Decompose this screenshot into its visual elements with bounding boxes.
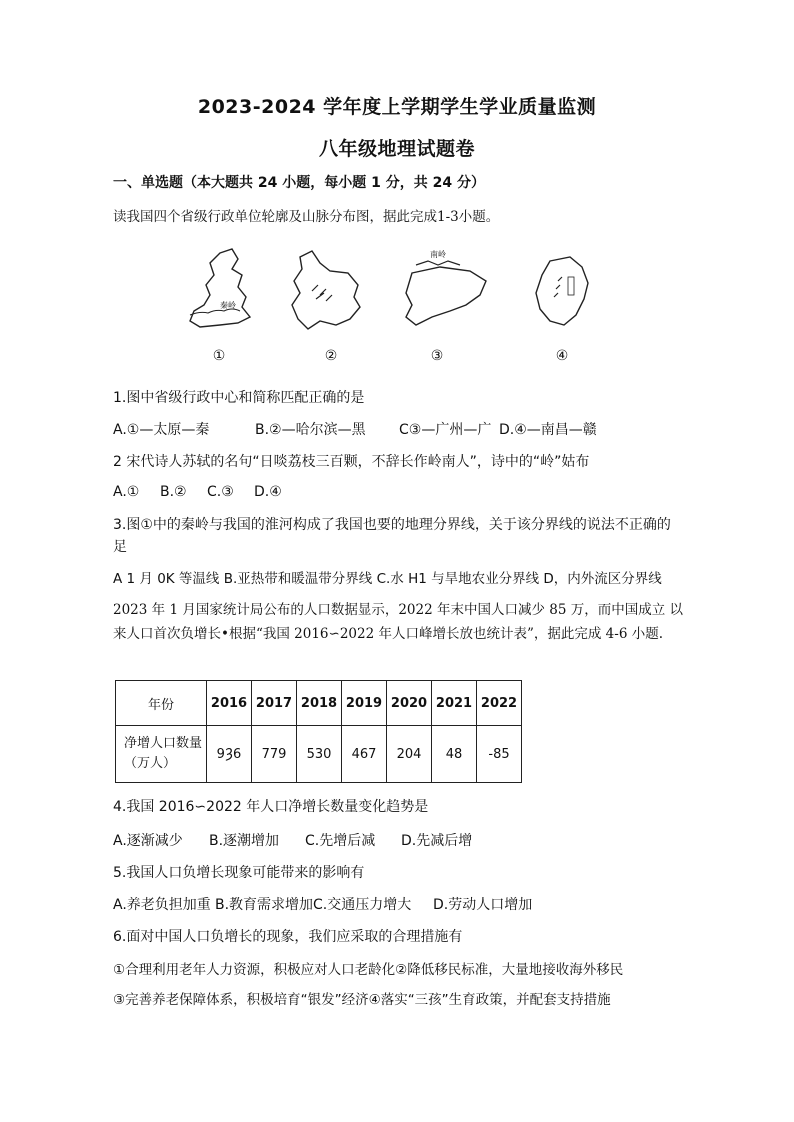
q4-option-d: D.先减后增	[401, 833, 473, 849]
q4-option-b: B.逐潮增加	[209, 833, 280, 849]
q1-options	[113, 419, 597, 439]
table-header-row	[116, 681, 522, 726]
table-value: 9Ȝ6	[207, 726, 252, 783]
province-outlines-figure	[180, 245, 620, 345]
q2-option-b: B.②	[160, 484, 187, 500]
table-value: -85	[477, 726, 522, 783]
q6-statements-2: ③完善养老保障体系，积极培育“银发”经济④落实“三孩”生育政策，并配套支持措施	[113, 992, 611, 1008]
table-year: 2020	[387, 681, 432, 726]
nanling-label: 南岭	[430, 250, 446, 259]
q2-option-c: C.③	[207, 484, 234, 500]
question-6: 6.面对中国人口负增长的现象，我们应采取的合理措施有	[113, 929, 463, 945]
map-label-1: ①	[212, 348, 226, 364]
population-table	[115, 680, 522, 783]
table-header-label: 年份	[116, 681, 207, 726]
table-year: 2019	[342, 681, 387, 726]
table-year: 2017	[252, 681, 297, 726]
q2-option-d: D.④	[254, 484, 282, 500]
q4-6-intro: 2023 年 1 月国家统计局公布的人口数据显示，2022 年末中国人口减少 85 万，而中国成立 以来人口首次负增长•根据“我国 2016∽2022 年人口峰增长放也统计表”，据此完成 4-6 小题.	[113, 602, 684, 642]
table-row-label: 净增人口数量（万人）	[116, 726, 207, 783]
table-value-row	[116, 726, 522, 783]
q2-options	[113, 484, 282, 500]
q4-option-c: C.先增后减	[305, 833, 376, 849]
table-year: 2016	[207, 681, 252, 726]
map-label-3: ③	[430, 348, 444, 364]
q2-option-a: A.①	[113, 484, 140, 500]
exam-title: 2023-2024 学年度上学期学生学业质量监测	[197, 96, 597, 118]
q6-statements-1: ①合理利用老年人力资源，积极应对人口老龄化②降低移民标准，大量地接收海外移民	[113, 962, 624, 978]
q1-option-b: B.②—哈尔滨—黑	[255, 422, 366, 438]
question-1: 1.图中省级行政中心和简称匹配正确的是	[113, 390, 365, 406]
q1-option-a: A.①—太原—秦	[113, 422, 210, 438]
question-2: 2 宋代诗人苏轼的名句“日啖荔枝三百颗，不辞长作岭南人”，诗中的“岭”姑布	[113, 454, 590, 470]
q5-option-c: C.交通压力增大	[313, 897, 412, 913]
q5-option-a: A.养老负担加重	[113, 897, 211, 913]
question-4: 4.我国 2016∽2022 年人口净增长数量变化趋势是	[113, 799, 429, 815]
q1-3-intro: 读我国四个省级行政单位轮廓及山脉分布图，据此完成1-3小题。	[113, 209, 500, 225]
q3-options: A 1 月 0K 等温线 B.亚热带和暖温带分界线 C.水 H1 与旱地农业分界线 D，内外流区分界线	[113, 571, 662, 587]
q5-option-b: B.教育需求增加	[215, 897, 314, 913]
qinling-label: 秦岭	[220, 301, 236, 310]
map-label-2: ②	[324, 348, 338, 364]
q5-option-d: D.劳动人口增加	[433, 897, 533, 913]
q1-option-d: D.④—南昌—赣	[499, 422, 597, 438]
table-year: 2021	[432, 681, 477, 726]
q4-options	[113, 830, 472, 850]
q4-option-a: A.逐渐减少	[113, 833, 183, 849]
province-maps	[180, 245, 620, 370]
table-year: 2022	[477, 681, 522, 726]
table-year: 2018	[297, 681, 342, 726]
table-value: 779	[252, 726, 297, 783]
table-value: 204	[387, 726, 432, 783]
table-value: 467	[342, 726, 387, 783]
table-value: 48	[432, 726, 477, 783]
map-jiangxi	[536, 257, 588, 325]
map-label-4: ④	[555, 348, 569, 364]
map-shaanxi	[190, 249, 250, 327]
table-value: 530	[297, 726, 342, 783]
question-5: 5.我国人口负增长现象可能带来的影响有	[113, 865, 365, 881]
section-heading: 一、单选题（本大题共 24 小题，每小题 1 分，共 24 分）	[113, 175, 485, 191]
q5-options	[113, 894, 532, 914]
map-heilongjiang	[292, 251, 360, 329]
q1-option-c: C③—广州—广	[399, 422, 492, 438]
map-guangdong	[406, 261, 486, 325]
exam-subtitle: 八年级地理试题卷	[318, 138, 475, 160]
question-3: 3.图①中的秦岭与我国的淮河构成了我国也要的地理分界线，关于该分界线的说法不正确的足	[113, 517, 671, 555]
